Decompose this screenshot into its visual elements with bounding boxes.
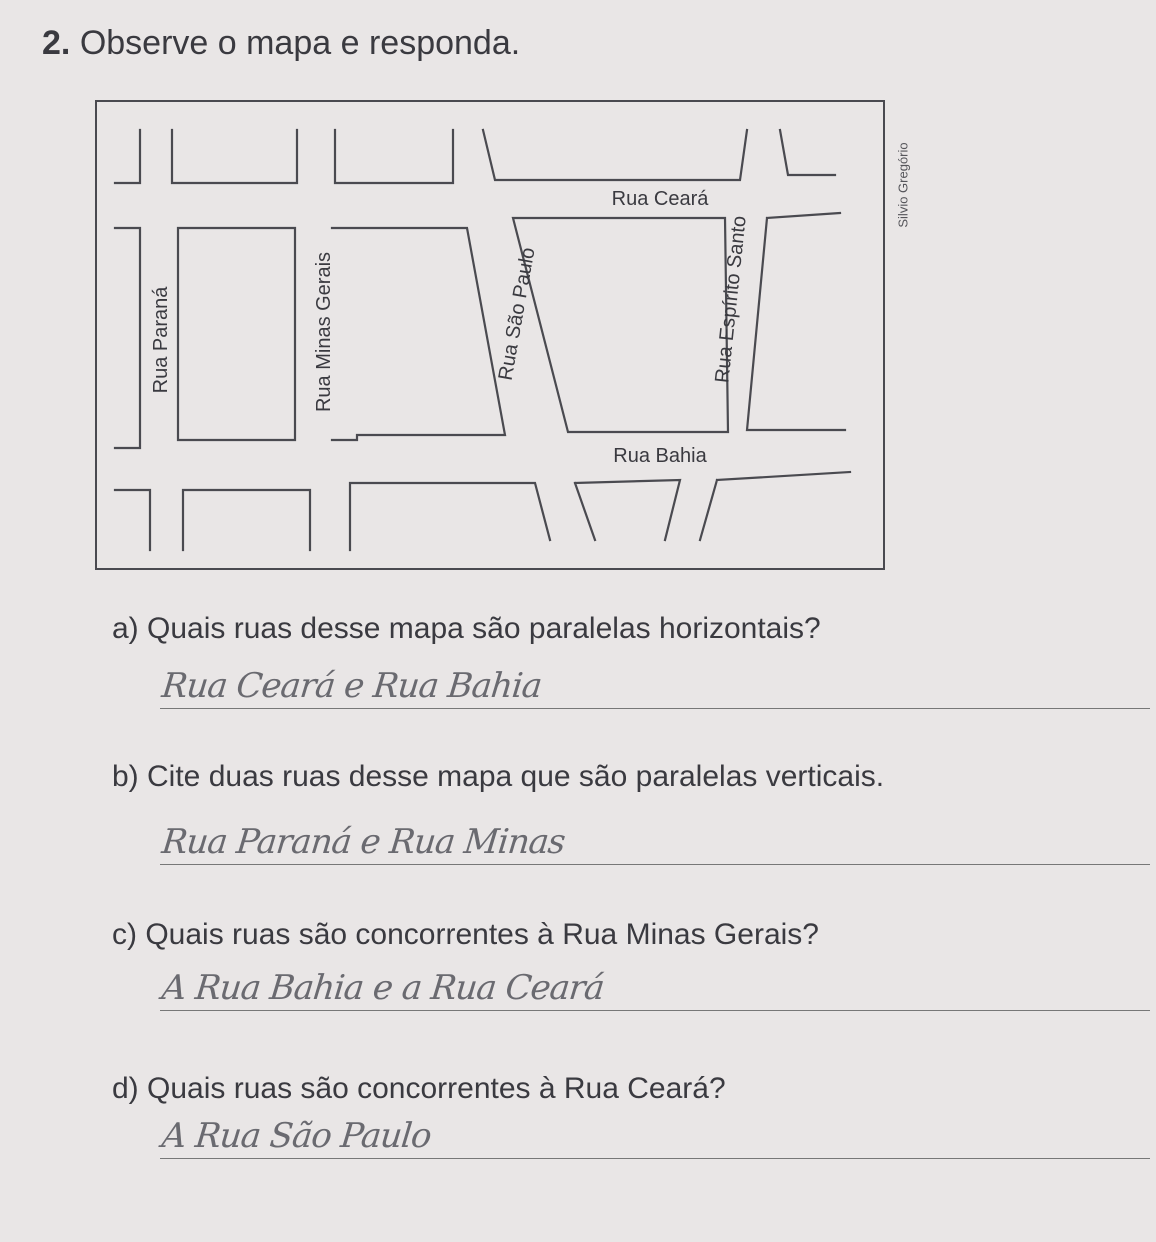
question-a: a) Quais ruas desse mapa são paralelas horizontais? (112, 612, 821, 645)
block-top-5 (780, 130, 835, 175)
map-blocks (96, 101, 884, 569)
block-bottom-1 (115, 490, 150, 550)
street-map (95, 100, 885, 570)
block-espirito-right (747, 213, 845, 430)
block-parana-minas (178, 228, 295, 440)
block-saopaulo-espirito (513, 218, 728, 432)
block-top-1 (115, 130, 140, 183)
answer-line-a[interactable] (160, 662, 1150, 709)
street-map-drawing (95, 100, 885, 570)
label-rua-espirito-santo: Rua Espírito Santo (711, 214, 751, 385)
answer-line-b[interactable] (160, 818, 1150, 865)
map-credit-text: Silvio Gregório (895, 142, 911, 228)
answer-a-handwriting: Rua Ceará e Rua Bahia (159, 666, 544, 706)
block-top-2 (172, 130, 297, 183)
block-bottom-2 (183, 490, 310, 550)
label-rua-ceara: Rua Ceará (611, 188, 709, 210)
block-top-4 (483, 130, 747, 180)
answer-b-handwriting: Rua Paraná e Rua Minas (159, 822, 567, 862)
exercise-title (42, 24, 520, 63)
block-parana-left (115, 228, 140, 448)
answer-line-d[interactable] (160, 1112, 1150, 1159)
label-rua-bahia: Rua Bahia (613, 445, 707, 467)
block-top-3 (335, 130, 453, 183)
question-c: c) Quais ruas são concorrentes à Rua Minas Gerais? (112, 918, 819, 951)
exercise-number: 2. (42, 24, 71, 62)
label-rua-minas-gerais: Rua Minas Gerais (313, 251, 335, 413)
block-minas-saopaulo (332, 228, 505, 440)
label-rua-sao-paulo: Rua São Paulo (494, 245, 540, 383)
block-bottom-3 (350, 483, 550, 550)
street-labels (150, 188, 751, 467)
block-bottom-4 (575, 480, 680, 540)
map-frame (96, 101, 884, 569)
block-bottom-5 (700, 472, 850, 540)
exercise-instruction: Observe o mapa e responda. (79, 24, 521, 62)
question-d: d) Quais ruas são concorrentes à Rua Ceará? (112, 1072, 726, 1105)
answer-d-handwriting: A Rua São Paulo (159, 1116, 433, 1156)
label-rua-parana: Rua Paraná (150, 286, 172, 394)
map-credit (885, 105, 921, 265)
question-b: b) Cite duas ruas desse mapa que são paralelas verticais. (112, 760, 885, 793)
answer-c-handwriting: A Rua Bahia e a Rua Ceará (159, 968, 606, 1008)
answer-line-c[interactable] (160, 964, 1150, 1011)
